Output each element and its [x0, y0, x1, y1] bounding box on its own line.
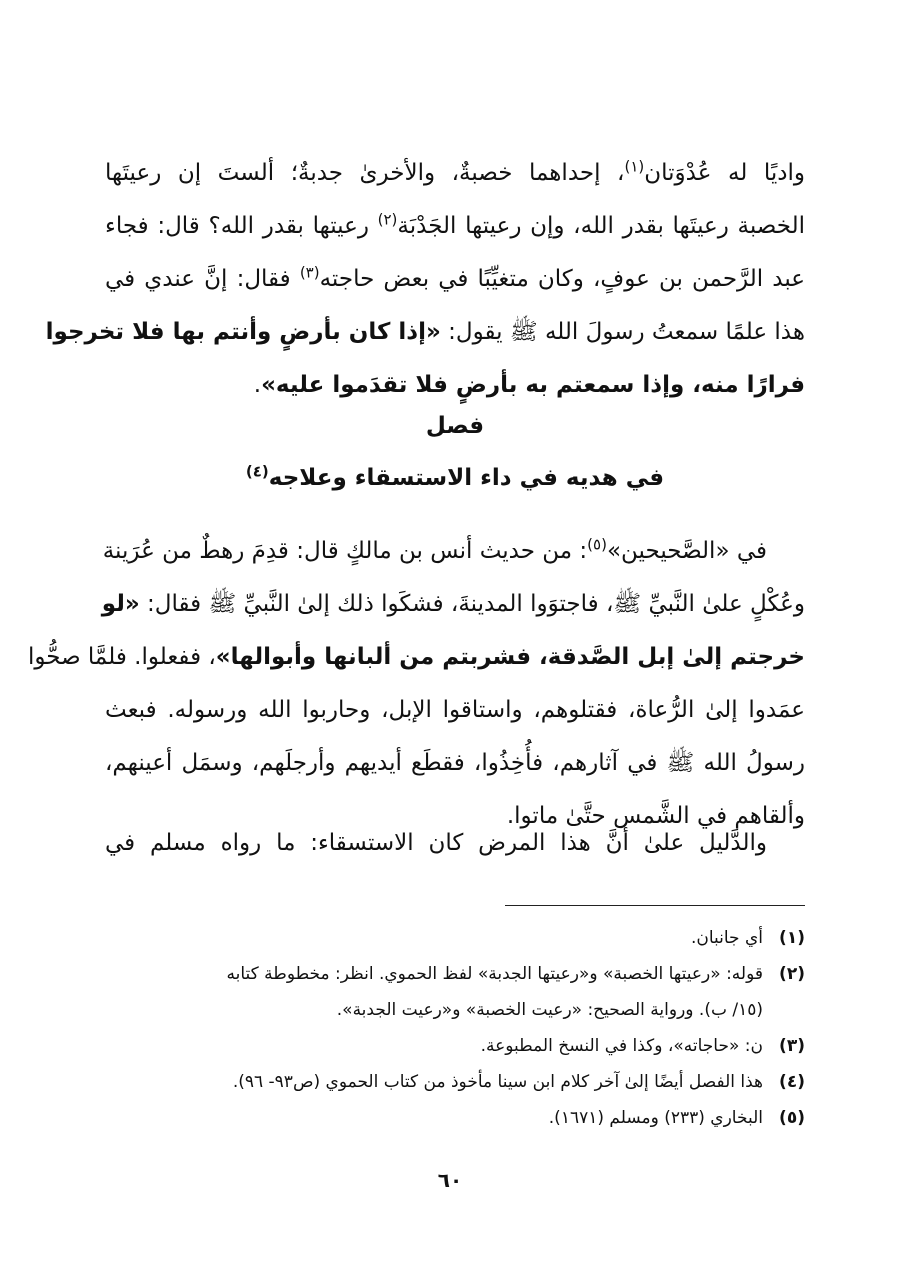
page-number: ٦٠: [437, 1168, 463, 1192]
footnote-1: [105, 920, 805, 956]
text-run: ، إحداهما خصبةٌ، والأخرىٰ جدبةٌ؛ ألستَ إن رعيتَها: [105, 160, 625, 186]
paragraph-line: [105, 147, 805, 200]
footnote-ref-2[interactable]: (٢): [377, 210, 398, 229]
paragraph-line: والدَّليل علىٰ أنَّ هذا المرض كان الاستسقاء: ما رواه مسلم في: [105, 830, 767, 856]
paragraph-line: [105, 253, 805, 306]
footnote-text: البخاري (٢٣٣) ومسلم (١٦٧١).: [548, 1108, 763, 1128]
text-run: هذا علمًا سمعتُ رسولَ الله ﷺ يقول:: [440, 319, 805, 345]
hadith-quote: «لو: [101, 591, 140, 617]
footnote-number: (١): [779, 928, 805, 948]
paragraph-line: عمَدوا إلىٰ الرُّعاة، فقتلوهم، واستاقوا الإبل، وحاربوا الله ورسوله. فبعث: [105, 697, 805, 723]
footnote-2-continued: (١٥/ ب). ورواية الصحيح: «رعيت الخصبة» و«رعيت الجدبة».: [336, 1000, 763, 1020]
footnote-number: (٢): [779, 964, 805, 984]
footnote-ref-4[interactable]: (٤): [245, 462, 269, 481]
text-run: ، ففعلوا. فلمَّا صحُّوا: [27, 644, 216, 670]
paragraph-line: [27, 631, 805, 684]
hadith-quote: خرجتم إلىٰ إبل الصَّدقة، فشربتم من ألبانها وأبوالها»: [215, 644, 805, 670]
paragraph-1: [45, 147, 806, 412]
text-run: رعيتها بقدر الله؟ قال: فجاء: [105, 213, 378, 239]
paragraph-line: [102, 525, 805, 578]
footnote-ref-3[interactable]: (٣): [299, 263, 320, 282]
text-run: الخصبة رعيتَها بقدر الله، وإن رعيتها الجَدْبَة: [397, 213, 805, 239]
footnote-text: هذا الفصل أيضًا إلىٰ آخر كلام ابن سينا مأخوذ من كتاب الحموي (ص٩٣- ٩٦).: [232, 1072, 763, 1092]
footnote-text: قوله: «رعيتها الخصبة» و«رعيتها الجدبة» لفظ الحموي. انظر: مخطوطة كتابه: [226, 964, 763, 984]
footnote-number: (٣): [779, 1036, 805, 1056]
paragraph-line: رسولُ الله ﷺ في آثارهم، فأُخِذُوا، فقطَع أيديهم وأرجلَهم، وسمَل أعينهم،: [105, 750, 805, 776]
footnote-separator: [505, 905, 805, 906]
footnote-2: [105, 956, 805, 992]
footnote-number: (٥): [779, 1108, 805, 1128]
footnote-ref-1[interactable]: (١): [624, 157, 645, 176]
section-title: فصل: [425, 413, 485, 439]
paragraph-2: [27, 525, 805, 843]
text-run: واديًا له عُدْوَتان: [644, 160, 805, 186]
text-run: في «الصَّحيحين»: [606, 538, 767, 564]
paragraph-line: [101, 578, 805, 631]
paragraph-line: [45, 306, 805, 359]
text-run: فقال: إنَّ عندي في: [105, 266, 300, 292]
paragraph-line: وألقاهم في الشَّمس حتَّىٰ ماتوا.: [506, 803, 805, 829]
text-run: وعُكْلٍ علىٰ النَّبيِّ ﷺ، فاجتوَوا المدينةَ، فشكَوا ذلك إلىٰ النَّبيِّ ﷺ فقال:: [139, 591, 805, 617]
footnote-text: ن: «حاجاته»، وكذا في النسخ المطبوعة.: [480, 1036, 763, 1056]
footnote-4: [105, 1064, 805, 1100]
text-run: عبد الرَّحمن بن عوفٍ، وكان متغيِّبًا في بعض حاجته: [319, 266, 806, 292]
footnote-ref-5[interactable]: (٥): [587, 535, 607, 554]
text-run: : من حديث أنس بن مالكٍ قال: قدِمَ رهطٌ من عُرَينة: [102, 538, 588, 564]
hadith-quote: فرارًا منه، وإذا سمعتم به بأرضٍ فلا تقدَموا عليه»: [261, 372, 805, 398]
footnote-5: [105, 1100, 805, 1136]
paragraph-3: [105, 817, 805, 870]
section-subtitle: [105, 452, 805, 504]
footnotes: [105, 920, 805, 1136]
footnote-text: أي جانبان.: [690, 928, 763, 948]
footnote-number: (٤): [779, 1072, 805, 1092]
text-run: .: [253, 372, 262, 398]
paragraph-line: [105, 200, 805, 253]
footnote-3: [105, 1028, 805, 1064]
subtitle-text: في هديه في داء الاستسقاء وعلاجه: [268, 465, 665, 491]
hadith-quote: «إذا كان بأرضٍ وأنتم بها فلا تخرجوا: [45, 319, 441, 345]
